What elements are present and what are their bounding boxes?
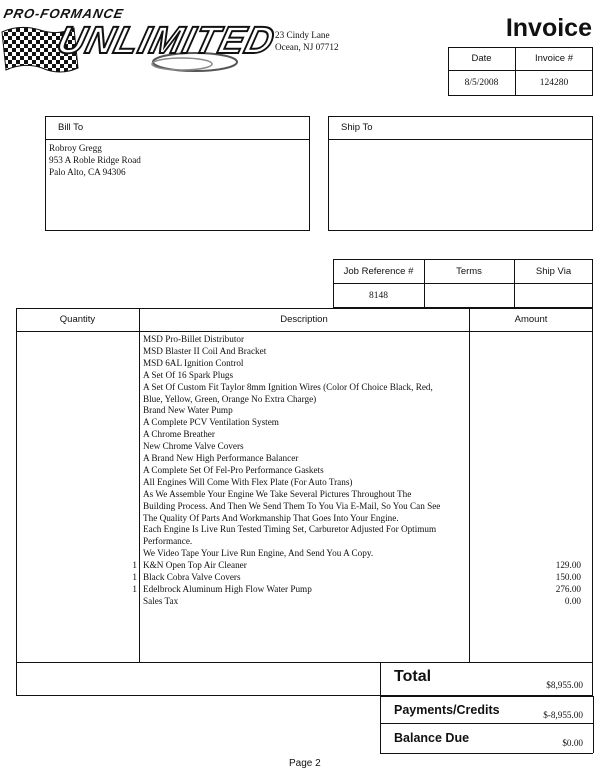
table-row (16, 536, 593, 548)
ship-to-box (328, 116, 593, 231)
amount-header: Amount (514, 314, 548, 325)
description-cell: New Chrome Valve Covers (143, 441, 244, 452)
table-row (16, 453, 593, 465)
table-row (16, 513, 593, 525)
table-row (16, 358, 593, 370)
description-cell: Edelbrock Aluminum High Flow Water Pump (143, 583, 312, 594)
balance-due-label: Balance Due (394, 731, 470, 745)
table-row (16, 346, 593, 358)
description-cell: As We Assemble Your Engine We Take Several Pictures Throughout The (143, 488, 412, 499)
description-cell: MSD 6AL Ignition Control (143, 357, 244, 368)
description-cell: MSD Pro-Billet Distributor (143, 334, 245, 344)
table-row (16, 394, 593, 406)
table-row (16, 584, 593, 596)
amount-cell: 0.00 (564, 595, 581, 606)
quantity-cell: 1 (132, 572, 137, 582)
table-row (16, 489, 593, 501)
table-row (16, 560, 593, 572)
table-row (16, 429, 593, 441)
invoice-number-label: Invoice # (534, 53, 574, 64)
description-cell: Building Process. And Then We Send Them To You Via E-Mail, So You Can See (143, 500, 441, 511)
bill-to-line: Palo Alto, CA 94306 (49, 166, 126, 177)
description-cell: All Engines Will Come With Flex Plate (For Auto Trans) (143, 476, 353, 487)
invoice-date: 8/5/2008 (464, 78, 499, 88)
bill-to-line: 953 A Roble Ridge Road (49, 154, 141, 165)
description-cell: A Set Of Custom Fit Taylor 8mm Ignition Wires (Color Of Choice Black, Red, (143, 381, 433, 392)
description-cell: A Set Of 16 Spark Plugs (143, 369, 234, 380)
description-cell: Each Engine Is Live Run Tested Timing Set, Carburetor Adjusted For Optimum (143, 524, 437, 535)
page-number: Page 2 (289, 758, 321, 769)
ship-to-label: Ship To (341, 122, 373, 133)
table-row (16, 596, 593, 608)
table-row (16, 477, 593, 489)
description-cell: Brand New Water Pump (143, 405, 233, 416)
total-label: Total (394, 668, 432, 685)
table-row (16, 501, 593, 513)
ship-via-value (514, 283, 593, 308)
table-row (16, 370, 593, 382)
company-address-line1: 23 Cindy Lane (275, 30, 330, 40)
amount-cell: 150.00 (555, 572, 581, 582)
table-row (16, 548, 593, 560)
description-cell: Black Cobra Valve Covers (143, 572, 241, 582)
company-address-line2: Ocean, NJ 07712 (275, 41, 339, 52)
payments-label: Payments/Credits (394, 703, 500, 717)
quantity-header: Quantity (59, 314, 96, 325)
job-reference-value: 8148 (369, 290, 388, 301)
description-cell: The Quality Of Parts And Workmanship That Goes Into Your Engine. (143, 512, 399, 523)
amount-cell: 276.00 (555, 583, 581, 594)
amount-cell: 129.00 (555, 560, 581, 571)
description-cell: A Complete PCV Ventilation System (143, 417, 279, 428)
table-row (16, 441, 593, 453)
bill-to-address (49, 143, 141, 179)
description-cell: Sales Tax (143, 595, 179, 606)
description-cell: A Brand New High Performance Balancer (143, 453, 299, 463)
description-cell: We Video Tape Your Live Run Engine, And Send You A Copy. (143, 548, 374, 559)
bill-to-label: Bill To (58, 122, 84, 133)
table-row (16, 524, 593, 536)
invoice-number: 124280 (539, 78, 569, 88)
description-cell: A Chrome Breather (143, 429, 215, 440)
date-label: Date (471, 53, 492, 64)
job-reference-label: Job Reference # (343, 265, 414, 277)
bill-to-line: Robroy Gregg (49, 143, 102, 153)
table-row (16, 382, 593, 394)
logo-line1: PRO-FORMANCE (2, 6, 126, 21)
table-row (16, 465, 593, 477)
description-cell: A Complete Set Of Fel-Pro Performance Gaskets (143, 464, 324, 475)
terms-label: Terms (456, 265, 482, 277)
description-header: Description (280, 314, 328, 325)
description-cell: K&N Open Top Air Cleaner (143, 560, 247, 571)
ship-via-label: Ship Via (535, 265, 572, 277)
balance-due-value: $0.00 (562, 738, 583, 748)
quantity-cell: 1 (132, 560, 137, 571)
table-row (16, 417, 593, 429)
payments-value: $-8,955.00 (543, 710, 583, 720)
table-row (16, 572, 593, 584)
description-cell: Performance. (143, 536, 193, 547)
quantity-cell: 1 (132, 583, 137, 594)
logo-line2: UNLIMITED (52, 20, 280, 62)
total-value: $8,955.00 (546, 680, 583, 690)
table-row (16, 334, 593, 346)
company-logo (0, 4, 280, 76)
terms-value (424, 283, 514, 308)
table-row (16, 405, 593, 417)
invoice-title: Invoice (505, 14, 592, 42)
description-cell: Blue, Yellow, Green, Orange No Extra Charge) (143, 393, 317, 404)
description-cell: MSD Blaster II Coil And Bracket (143, 345, 267, 356)
